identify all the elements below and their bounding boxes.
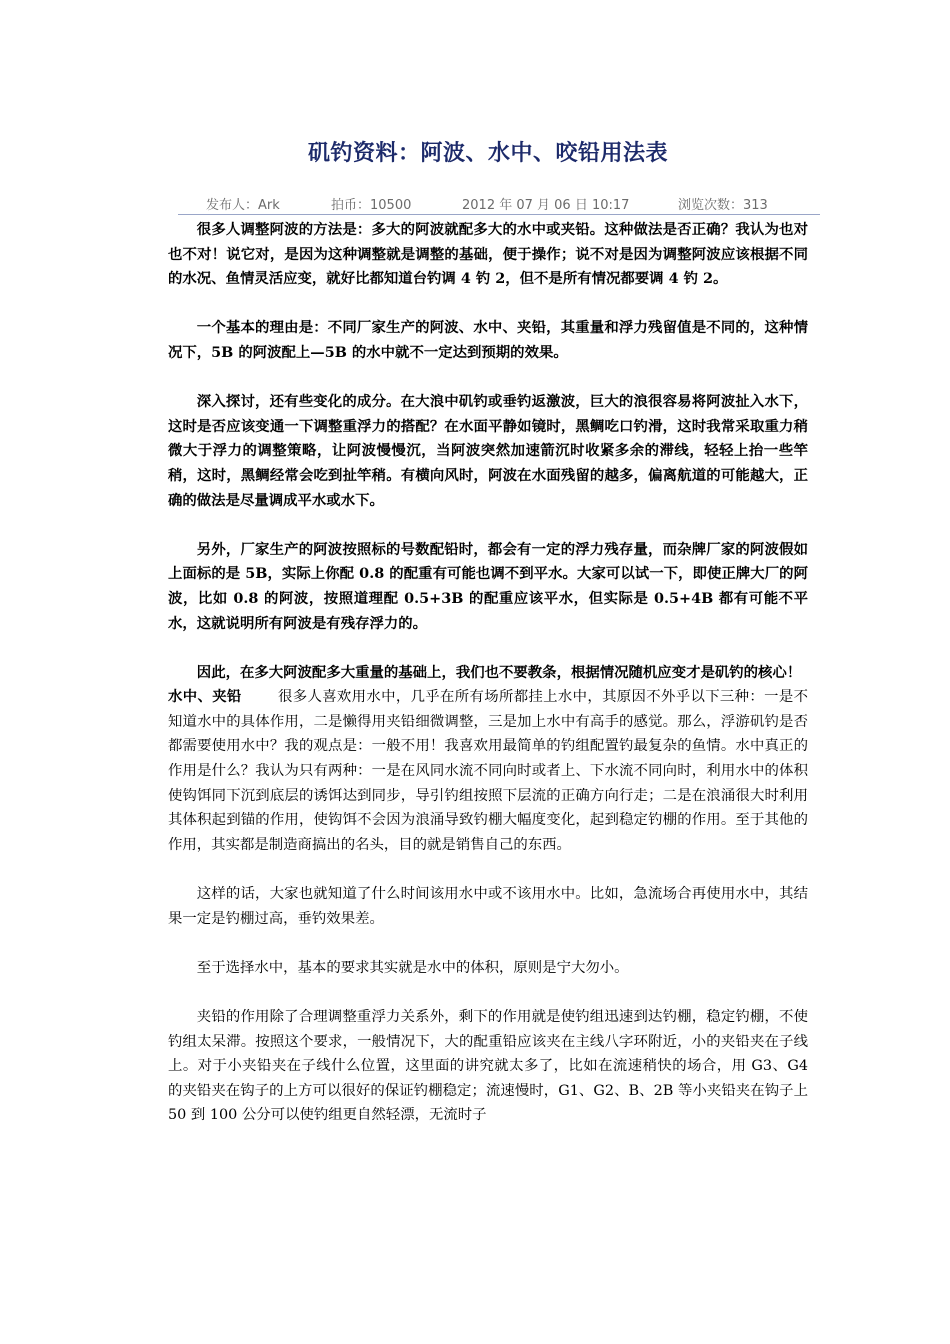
paragraph-gap bbox=[168, 366, 808, 391]
paragraph: 一个基本的理由是：不同厂家生产的阿波、水中、夹铅，其重量和浮力残留值是不同的，这种情况下，5B 的阿波配上—5B 的水中就不一定达到预期的效果。 bbox=[168, 319, 808, 361]
section-heading: 水中、夹铅 bbox=[168, 688, 242, 706]
paragraph: 深入探讨，还有些变化的成分。在大浪中矶钓或垂钓返激波，巨大的浪很容易将阿波扯入水下，这时是否应该变通一下调整重浮力的搭配？在水面平静如镜时，黑鲷吃口钓滑，这时我常采取重力稍微大于浮力的调整策略，让阿波慢慢沉，当阿波突然加速箭沉时收紧多余的滞线，轻轻上抬一些竿稍，这时，黑鲷经常会吃到扯竿稍。有横向风时，阿波在水面残留的越多，偏离航道的可能越大，正确的做法是尽量调成平水或水下。 bbox=[168, 393, 808, 509]
paragraph-gap bbox=[168, 636, 808, 661]
paragraph-gap bbox=[168, 292, 808, 317]
section-paragraph bbox=[168, 685, 808, 857]
meta-divider bbox=[178, 214, 820, 215]
article-title: 矶钓资料：阿波、水中、咬铅用法表 bbox=[307, 141, 668, 166]
paragraph-gap bbox=[168, 980, 808, 1005]
paragraph: 至于选择水中，基本的要求其实就是水中的体积，原则是宁大勿小。 bbox=[196, 959, 629, 976]
paragraph: 很多人调整阿波的方法是：多大的阿波就配多大的水中或夹铅。这种做法是否正确？我认为也对也不对！说它对，是因为这种调整就是调整的基础，便于操作；说不对是因为调整阿波应该根据不同的水况、鱼情灵活应变，就好比都知道台钓调 4 钓 2，但不是所有情况都要调 4 钓 2。 bbox=[168, 221, 808, 288]
paragraph: 这样的话，大家也就知道了什么时间该用水中或不该用水中。比如，急流场合再使用水中，其结果一定是钓棚过高，垂钓效果差。 bbox=[168, 886, 808, 927]
paragraph: 另外，厂家生产的阿波按照标的号数配铅时，都会有一定的浮力残存量，而杂牌厂家的阿波假如上面标的是 5B，实际上你配 0.8 的配重有可能也调不到平水。大家可以试一下，即使正牌大厂的阿波，比如 0.8 的阿波，按照道理配 0.5+3B 的配重应该平水，但实际是 0.5+4B 都有可能不平水，这就说明所有阿波是有残存浮力的。 bbox=[168, 540, 808, 632]
paragraph: 夹铅的作用除了合理调整重浮力关系外，剩下的作用就是使钓组迅速到达钓棚，稳定钓棚，不使钓组太呆滞。按照这个要求，一般情况下，大的配重铅应该夹在主线八字环附近，小的夹铅夹在子线上。对于小夹铅夹在子线什么位置，这里面的讲究就太多了，比如在流速稍快的场合，用 G3、G4 的夹铅夹在钩子的上方可以很好的保证钓棚稳定；流速慢时，G1、G2、B、2B 等小夹铅夹在钩子上 50 到 100 公分可以使钓组更自然轻漂，无流时子 bbox=[168, 1009, 808, 1124]
paragraph-gap bbox=[168, 513, 808, 538]
paragraph-gap bbox=[168, 931, 808, 956]
article-body bbox=[168, 218, 808, 1128]
meta-date: 2012 年 07 月 06 日 10:17 bbox=[462, 198, 630, 213]
paragraph-text: 很多人喜欢用水中，几乎在所有场所都挂上水中，其原因不外乎以下三种：一是不知道水中的具体作用，二是懒得用夹铅细微调整，三是加上水中有高手的感觉。那么，浮游矶钓是否都需要使用水中？我的观点是：一般不用！我喜欢用最简单的钓组配置钓最复杂的鱼情。水中真正的作用是什么？我认为只有两种：一是在风同水流不同向时或者上、下水流不同向时，利用水中的体积使钩饵同下沉到底层的诱饵达到同步，导引钓组按照下层流的正确方向行走；二是在浪涌很大时利用其体积起到锚的作用，使钩饵不会因为浪涌导致钓棚大幅度变化，起到稳定钓棚的作用。至于其他的作用，其实都是制造商搞出的名头，目的就是销售自己的东西。 bbox=[168, 689, 808, 853]
meta-coins: 拍币：10500 bbox=[331, 198, 412, 213]
paragraph: 因此，在多大阿波配多大重量的基础上，我们也不要教条，根据情况随机应变才是矶钓的核心！ bbox=[196, 663, 802, 681]
paragraph-gap bbox=[168, 857, 808, 882]
meta-views: 浏览次数：313 bbox=[678, 198, 768, 213]
meta-author: 发布人：Ark bbox=[206, 198, 280, 213]
